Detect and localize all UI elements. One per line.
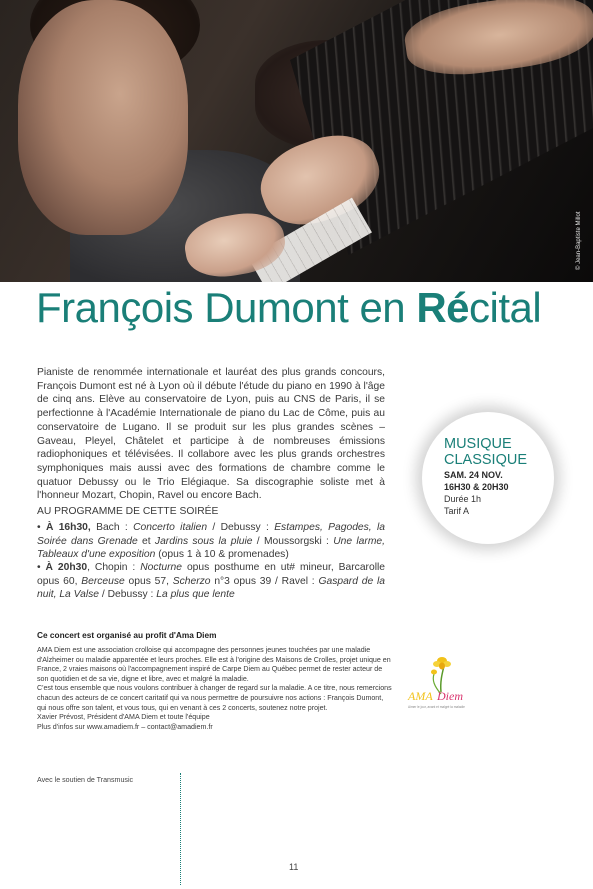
- programme-work: Concerto italien: [133, 522, 208, 533]
- programme-work: Nocturne: [140, 562, 183, 573]
- programme-work: Jardins sous la pluie: [154, 535, 253, 547]
- event-info-circle: [422, 412, 554, 544]
- event-date: [444, 470, 509, 493]
- organization-paragraph: C'est tous ensemble que nous voulons contribuer à changer de regard sur la maladie. A ce titre, nous remercions chacun des acteurs de ce concert caritatif qui va nous permettre de poursuivre nos actions : François Dumont, qui nous offre son talent, et vous tous, qui en venant à ces 2 concerts, soutenez notre projet.: [37, 684, 392, 712]
- organization-signature: Xavier Prévost, Président d'AMA Diem et toute l'équipe: [37, 713, 210, 722]
- dotted-divider: [180, 773, 181, 885]
- programme-work: La plus que lente: [156, 589, 235, 601]
- title-bold: Ré: [416, 284, 470, 331]
- programme-time: À 16h30,: [45, 522, 91, 533]
- event-details: [444, 494, 481, 517]
- photo-face: [18, 0, 188, 235]
- programme-text: et: [137, 535, 155, 547]
- event-tarif: Tarif A: [444, 505, 470, 516]
- intro-paragraph: Pianiste de renommée internationale et lauréat des plus grands concours, François Dumont est né à Lyon où il débute l'étude du piano en 1990 à l'âge de cinq ans. Elève au conservatoire de Lyon, puis au CNS de Paris, il se perfectionne à l'Académie Internationale de piano du Lac de Côme, puis au conservatoire de Lugano. Il se produit sur les plus grandes scènes – Gaveau, Pleyel, Châtelet et participe à de nombreuses émissions radiophoniques et télévisées. Il collabore avec les plus grands orchestres symphoniques mais aussi avec des formations de chambre comme le quatuor Debussy ou le Trio Elégiaque. Sa discographie soliste met à l'honneur Mozart, Chopin, Ravel ou encore Bach.: [37, 367, 385, 502]
- header-photo: [0, 0, 593, 282]
- photo-credit: © Jean-Baptiste Millot: [576, 211, 582, 270]
- event-category-line2: CLASSIQUE: [444, 452, 527, 468]
- photo-credit-wrap: [576, 200, 586, 270]
- event-times: 16H30 & 20H30: [444, 481, 509, 492]
- support-text: Avec le soutien de Transmusic: [37, 776, 134, 784]
- programme-item-1630: [37, 521, 385, 562]
- programme-text: opus 57,: [124, 575, 173, 587]
- programme-heading: AU PROGRAMME DE CETTE SOIRÉE: [37, 506, 219, 517]
- programme-text: Bach :: [90, 522, 134, 533]
- page-number: 11: [289, 862, 299, 872]
- bullet: •: [37, 522, 46, 533]
- programme-work: Gaspard de la nuit, La Valse: [37, 575, 385, 601]
- organization-text: [37, 646, 394, 732]
- title-part1: François Dumont en: [36, 284, 417, 331]
- bullet: •: [37, 562, 46, 573]
- programme-text: / Moussorgski :: [252, 535, 334, 547]
- programme-work: Estampes, Pagodes, la Soirée dans Grenade: [37, 522, 386, 547]
- programme-text: , Chopin :: [87, 562, 141, 573]
- event-date-text: SAM. 24 NOV.: [444, 470, 503, 480]
- programme-time: À 20h30: [45, 562, 88, 573]
- organization-contact: Plus d'infos sur www.amadiem.fr – contact@amadiem.fr: [37, 722, 213, 731]
- programme-work: Une larme, Tableaux d'une exposition: [37, 535, 385, 561]
- logo-tagline: Aimer le jour, avant et malgré la maladie: [408, 705, 465, 709]
- organization-heading: Ce concert est organisé au profit d'Ama Diem: [37, 630, 217, 640]
- programme-text: opus posthume en ut# mineur, Barcarolle opus 60,: [37, 562, 386, 587]
- event-duration: Durée 1h: [444, 494, 482, 504]
- event-category: [444, 436, 527, 468]
- logo-text-diem: Diem: [437, 689, 463, 703]
- programme-text: / Debussy :: [207, 522, 275, 533]
- programme-work: Berceuse: [81, 575, 125, 587]
- organization-paragraph: AMA Diem est une association crolloise qui accompagne des personnes jeunes touchées par une maladie d'Alzheimer ou maladie apparentée et leurs proches. Elle est à l'origine des Maisons de Crolles, projet unique en France, 2 vraies maisons où l'accompagnement inspiré de Carpe Diem au Québec permet de rester acteur de son quotidien et de sa vie, digne et libre, avec et malgré la maladie.: [37, 646, 391, 683]
- programme-text: (opus 1 à 10 & promenades): [155, 549, 289, 561]
- programme-text: / Debussy :: [99, 589, 157, 601]
- programme-text: n°3 opus 39 / Ravel :: [210, 575, 319, 587]
- ama-diem-logo: [404, 652, 490, 720]
- title-part2: cital: [469, 284, 542, 331]
- logo-text-ama: AMA: [408, 689, 433, 703]
- programme-item-2030: [37, 561, 385, 602]
- event-category-line1: MUSIQUE: [444, 436, 512, 452]
- programme-work: Scherzo: [172, 575, 211, 587]
- page-title: [36, 284, 541, 332]
